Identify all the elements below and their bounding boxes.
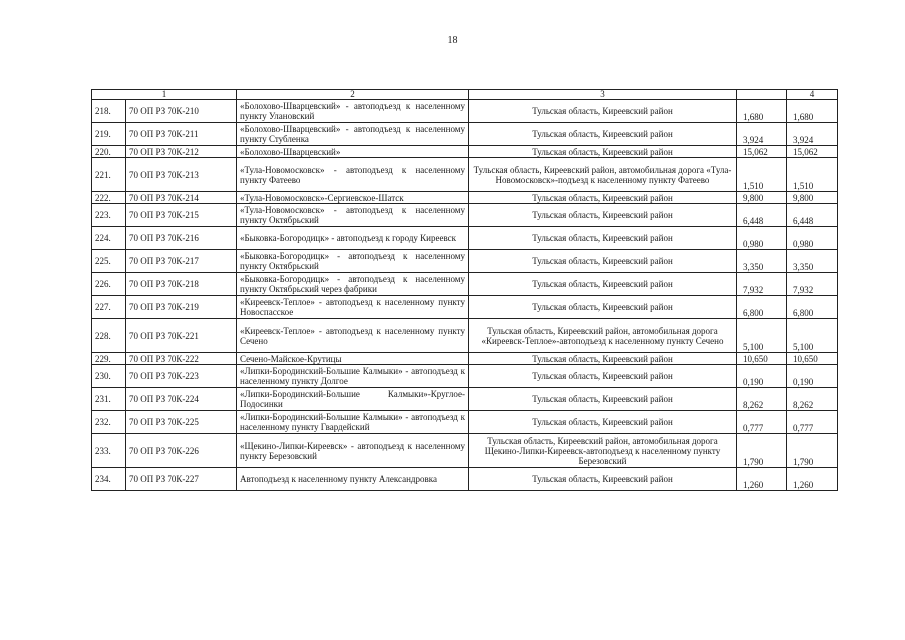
road-name: «Щекино-Липки-Киреевск» - автоподъезд к населенному пункту Березовский (237, 434, 469, 468)
row-number: 221. (92, 158, 126, 192)
road-code: 70 ОП РЗ 70К-218 (126, 273, 237, 296)
road-length-total: 1,260 (787, 468, 838, 491)
road-location: Тульская область, Киреевский район (469, 365, 737, 388)
road-code: 70 ОП РЗ 70К-214 (126, 192, 237, 204)
road-length: 1,510 (737, 158, 787, 192)
road-code: 70 ОП РЗ 70К-216 (126, 227, 237, 250)
road-length: 9,800 (737, 192, 787, 204)
road-name: Автоподъезд к населенному пункту Александровка (237, 468, 469, 491)
table-row (92, 100, 838, 123)
table-row (92, 273, 838, 296)
table-row (92, 319, 838, 353)
row-number: 230. (92, 365, 126, 388)
row-number: 226. (92, 273, 126, 296)
table-row (92, 227, 838, 250)
table-row (92, 158, 838, 192)
road-length-total: 6,448 (787, 204, 838, 227)
road-length: 3,350 (737, 250, 787, 273)
road-location: Тульская область, Киреевский район (469, 296, 737, 319)
table-body (92, 90, 838, 491)
road-location: Тульская область, Киреевский район (469, 273, 737, 296)
table-row (92, 468, 838, 491)
road-length-total: 1,680 (787, 100, 838, 123)
road-length: 0,190 (737, 365, 787, 388)
road-length-total: 5,100 (787, 319, 838, 353)
row-number: 234. (92, 468, 126, 491)
table-row (92, 353, 838, 365)
road-location: Тульская область, Киреевский район (469, 353, 737, 365)
table-row (92, 411, 838, 434)
header-col-2: 2 (237, 90, 469, 100)
row-number: 228. (92, 319, 126, 353)
row-number: 222. (92, 192, 126, 204)
header-col-3: 3 (469, 90, 737, 100)
table-row (92, 146, 838, 158)
road-name: «Тула-Новомосковск» - автоподъезд к населенному пункту Фатеево (237, 158, 469, 192)
row-number: 223. (92, 204, 126, 227)
row-number: 225. (92, 250, 126, 273)
road-code: 70 ОП РЗ 70К-219 (126, 296, 237, 319)
road-name: «Быковка-Богородицк» - автоподъезд к городу Киреевск (237, 227, 469, 250)
road-length-total: 0,980 (787, 227, 838, 250)
road-name: «Болохово-Шварцевский» (237, 146, 469, 158)
road-code: 70 ОП РЗ 70К-212 (126, 146, 237, 158)
row-number: 233. (92, 434, 126, 468)
road-length-total: 1,510 (787, 158, 838, 192)
table-row (92, 204, 838, 227)
row-number: 232. (92, 411, 126, 434)
road-code: 70 ОП РЗ 70К-211 (126, 123, 237, 146)
road-name: «Тула-Новомосковск» - автоподъезд к населенному пункту Октябрьский (237, 204, 469, 227)
road-length-total: 10,650 (787, 353, 838, 365)
road-length-total: 6,800 (787, 296, 838, 319)
road-location: Тульская область, Киреевский район (469, 100, 737, 123)
road-length-total: 15,062 (787, 146, 838, 158)
header-col-1: 1 (92, 90, 237, 100)
road-length: 0,777 (737, 411, 787, 434)
row-number: 227. (92, 296, 126, 319)
road-name: «Липки-Бородинский-Большие Калмыки» - автоподъезд к населенному пункту Гвардейский (237, 411, 469, 434)
road-location: Тульская область, Киреевский район (469, 411, 737, 434)
road-length: 7,932 (737, 273, 787, 296)
road-code: 70 ОП РЗ 70К-225 (126, 411, 237, 434)
road-length: 8,262 (737, 388, 787, 411)
road-location: Тульская область, Киреевский район (469, 204, 737, 227)
road-name: «Липки-Бородинский-Большие Калмыки» - автоподъезд к населенному пункту Долгое (237, 365, 469, 388)
row-number: 231. (92, 388, 126, 411)
road-location: Тульская область, Киреевский район (469, 468, 737, 491)
road-length-total: 0,190 (787, 365, 838, 388)
road-length: 1,790 (737, 434, 787, 468)
road-location: Тульская область, Киреевский район, автомобильная дорога «Тула-Новомосковск»-подъезд к населенному пункту Фатеево (469, 158, 737, 192)
road-code: 70 ОП РЗ 70К-222 (126, 353, 237, 365)
road-length-total: 8,262 (787, 388, 838, 411)
road-length-total: 7,932 (787, 273, 838, 296)
road-name: Сечено-Майское-Крутицы (237, 353, 469, 365)
road-length: 5,100 (737, 319, 787, 353)
road-location: Тульская область, Киреевский район, автомобильная дорога «Киреевск-Теплое»-автоподъезд к населенному пункту Сечено (469, 319, 737, 353)
road-length: 0,980 (737, 227, 787, 250)
road-code: 70 ОП РЗ 70К-227 (126, 468, 237, 491)
row-number: 219. (92, 123, 126, 146)
road-name: «Киреевск-Теплое» - автоподъезд к населенному пункту Новоспасское (237, 296, 469, 319)
road-name: «Липки-Бородинский-Большие Калмыки»-Круглое-Подосинки (237, 388, 469, 411)
road-location: Тульская область, Киреевский район (469, 123, 737, 146)
road-code: 70 ОП РЗ 70К-221 (126, 319, 237, 353)
road-location: Тульская область, Киреевский район (469, 192, 737, 204)
header-col-4: 4 (787, 90, 838, 100)
road-code: 70 ОП РЗ 70К-217 (126, 250, 237, 273)
road-name: «Болохово-Шварцевский» - автоподъезд к населенному пункту Улановский (237, 100, 469, 123)
table-row (92, 296, 838, 319)
row-number: 224. (92, 227, 126, 250)
road-name: «Быковка-Богородицк» - автоподъезд к населенному пункту Октябрьский (237, 250, 469, 273)
road-name: «Быковка-Богородицк» - автоподъезд к населенному пункту Октябрьский через фабрики (237, 273, 469, 296)
road-length-total: 3,350 (787, 250, 838, 273)
road-length-total: 0,777 (787, 411, 838, 434)
road-name: «Тула-Новомосковск»-Сергиевское-Шатск (237, 192, 469, 204)
road-length-total: 3,924 (787, 123, 838, 146)
table-header-row (92, 90, 838, 100)
road-length: 1,680 (737, 100, 787, 123)
page-number: 18 (447, 35, 458, 46)
road-length-total: 9,800 (787, 192, 838, 204)
road-location: Тульская область, Киреевский район (469, 227, 737, 250)
road-location: Тульская область, Киреевский район, автомобильная дорога Щекино-Липки-Киреевск-автоподъезд к населенному пункту Березовский (469, 434, 737, 468)
table-row (92, 250, 838, 273)
road-location: Тульская область, Киреевский район (469, 388, 737, 411)
road-length: 10,650 (737, 353, 787, 365)
table-row (92, 192, 838, 204)
row-number: 220. (92, 146, 126, 158)
road-length: 1,260 (737, 468, 787, 491)
table-row (92, 388, 838, 411)
road-name: «Болохово-Шварцевский» - автоподъезд к населенному пункту Стубленка (237, 123, 469, 146)
road-location: Тульская область, Киреевский район (469, 250, 737, 273)
road-length: 15,062 (737, 146, 787, 158)
road-code: 70 ОП РЗ 70К-223 (126, 365, 237, 388)
table-row (92, 365, 838, 388)
road-code: 70 ОП РЗ 70К-213 (126, 158, 237, 192)
table-row (92, 123, 838, 146)
header-col-4-blank (737, 90, 787, 100)
road-name: «Киреевск-Теплое» - автоподъезд к населенному пункту Сечено (237, 319, 469, 353)
road-length: 3,924 (737, 123, 787, 146)
road-location: Тульская область, Киреевский район (469, 146, 737, 158)
road-code: 70 ОП РЗ 70К-226 (126, 434, 237, 468)
row-number: 229. (92, 353, 126, 365)
road-length: 6,448 (737, 204, 787, 227)
road-code: 70 ОП РЗ 70К-215 (126, 204, 237, 227)
road-length: 6,800 (737, 296, 787, 319)
roads-registry-table (91, 89, 838, 491)
road-code: 70 ОП РЗ 70К-210 (126, 100, 237, 123)
road-length-total: 1,790 (787, 434, 838, 468)
row-number: 218. (92, 100, 126, 123)
road-code: 70 ОП РЗ 70К-224 (126, 388, 237, 411)
table-row (92, 434, 838, 468)
